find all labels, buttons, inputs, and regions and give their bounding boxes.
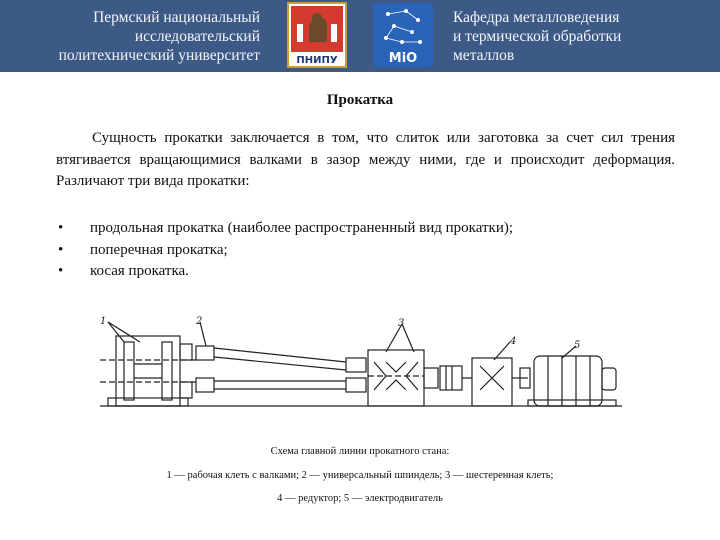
list-item-text: продольная прокатка (наиболее распространенный вид прокатки); xyxy=(90,220,514,236)
mio-logo xyxy=(372,2,434,68)
coupling xyxy=(440,366,472,390)
universal-spindle xyxy=(196,346,366,392)
work-stand xyxy=(100,336,196,406)
diagram-label: 1 xyxy=(100,316,107,327)
figure-caption-legend: 1 — рабочая клеть с валками; 2 — универсальный шпиндель; 3 — шестеренная клеть; xyxy=(166,470,554,481)
department-line: и термической обработки xyxy=(453,28,622,45)
rolling-mill-diagram xyxy=(96,302,626,434)
diagram-label: 5 xyxy=(574,340,581,351)
header-bar xyxy=(0,0,720,72)
university-name xyxy=(14,8,260,65)
electric-motor xyxy=(528,356,616,406)
bullet-icon: • xyxy=(58,220,64,236)
university-line: политехнический университет xyxy=(58,47,260,64)
university-line: Пермский национальный xyxy=(93,9,260,26)
reducer xyxy=(472,358,530,406)
bullet-icon: • xyxy=(58,241,64,258)
diagram-label: 2 xyxy=(196,316,203,327)
list-item-text: косая прокатка. xyxy=(90,263,189,279)
rolling-types-list xyxy=(56,218,513,283)
page-title: Прокатка xyxy=(326,92,394,108)
figure-caption-title: Схема главной линии прокатного стана: xyxy=(270,446,450,457)
pnipu-logo-text: ПНИПУ xyxy=(296,55,338,66)
mio-logo-text: МiО xyxy=(388,51,418,66)
list-item xyxy=(56,218,513,240)
diagram-label: 4 xyxy=(510,336,517,347)
list-item xyxy=(56,240,513,262)
department-name xyxy=(453,8,703,65)
university-line: исследовательский xyxy=(134,28,260,45)
diagram-label: 3 xyxy=(398,318,405,329)
department-line: металлов xyxy=(453,47,515,64)
leader-lines xyxy=(108,322,576,360)
pnipu-logo xyxy=(287,2,347,68)
pinion-stand xyxy=(368,350,438,406)
figure-caption-legend: 4 — редуктор; 5 — электродвигатель xyxy=(277,493,443,504)
list-item xyxy=(56,261,513,283)
list-item-text: поперечная прокатка; xyxy=(90,241,228,258)
bullet-icon: • xyxy=(58,263,64,279)
intro-paragraph: Сущность прокатки заключается в том, что слиток или заготовка за счет сил трения втягивается вращающимися валками в зазор между ними, где и происходит деформация. Различают три вида прокатки: xyxy=(56,130,675,189)
department-line: Кафедра металловедения xyxy=(453,9,620,26)
